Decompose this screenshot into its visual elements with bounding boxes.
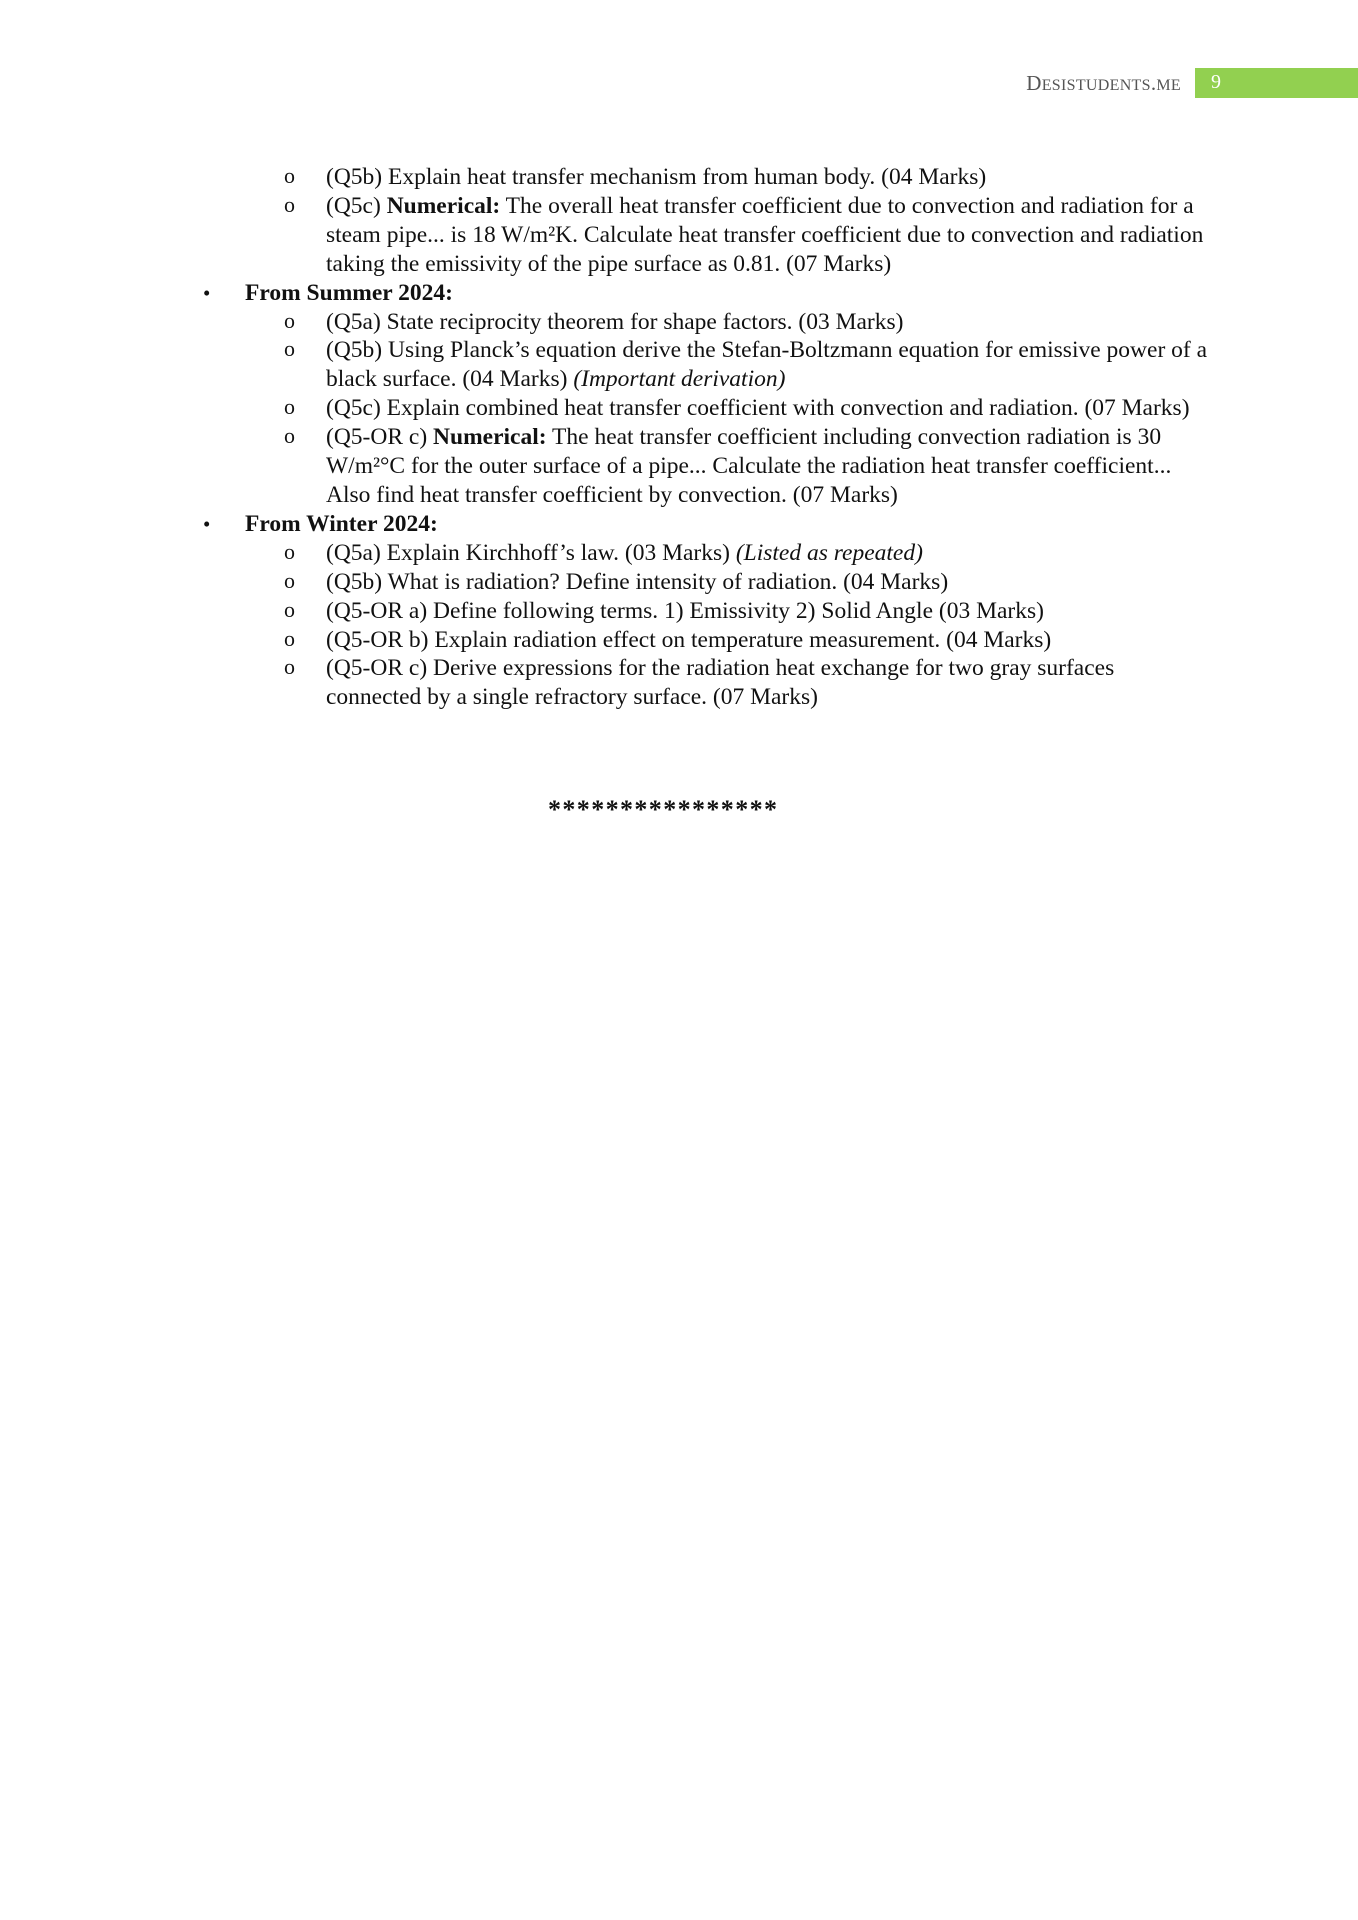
question-text: (Q5c) Explain combined heat transfer coefficient with convection and radiation. (07 Marks) bbox=[326, 395, 1190, 422]
page-number-box bbox=[1195, 68, 1358, 98]
circle-bullet-icon: o bbox=[284, 625, 295, 651]
circle-bullet-icon: o bbox=[284, 336, 295, 362]
question-text: (Q5-OR a) Define following terms. 1) Emissivity 2) Solid Angle (03 Marks) bbox=[326, 597, 1044, 624]
question-item bbox=[0, 308, 1358, 337]
question-item bbox=[0, 423, 1358, 510]
circle-bullet-icon: o bbox=[284, 394, 295, 420]
question-item bbox=[0, 597, 1358, 626]
circle-bullet-icon: o bbox=[284, 423, 295, 449]
circle-bullet-icon: o bbox=[284, 538, 295, 564]
document-body bbox=[0, 163, 1358, 712]
question-item bbox=[0, 192, 1358, 279]
section-winter-2024 bbox=[0, 510, 1358, 539]
section-heading: From Winter 2024: bbox=[245, 510, 438, 537]
circle-bullet-icon: o bbox=[284, 307, 295, 333]
circle-bullet-icon: o bbox=[284, 191, 295, 217]
question-text: (Q5a) Explain Kirchhoff’s law. (03 Marks) bbox=[326, 539, 736, 566]
section-summer-2024 bbox=[0, 279, 1358, 308]
question-text: (Q5-OR c) bbox=[326, 424, 434, 451]
question-text: The overall heat transfer coefficient due to convection and radiation for a steam pipe... is 18 W/m²K. Calculate heat transfer coefficient due to convection and radiation taking the emissivity of the pipe surface as 0.81. (07 Marks) bbox=[326, 192, 1204, 277]
site-name bbox=[1026, 71, 1181, 96]
end-of-section-marker: **************** bbox=[548, 795, 779, 824]
question-group-continued bbox=[0, 163, 1358, 279]
question-text: The heat transfer coefficient including convection radiation is 30 W/m²°C for the outer surface of a pipe... Calculate the radiation heat transfer coefficient... Also find heat transfer coefficient by convection. (07 Marks) bbox=[326, 424, 1172, 508]
question-text: (Q5b) Using Planck’s equation derive the Stefan-Boltzmann equation for emissive power of a black surface. (04 Marks) bbox=[326, 337, 1208, 393]
question-text: (Q5b) What is radiation? Define intensity of radiation. (04 Marks) bbox=[326, 568, 949, 595]
section-heading: From Summer 2024: bbox=[245, 279, 453, 306]
question-note: (Listed as repeated) bbox=[735, 539, 923, 566]
site-name-dot: . bbox=[1150, 70, 1157, 95]
question-item bbox=[0, 654, 1358, 712]
numerical-label: Numerical: bbox=[433, 424, 547, 451]
question-item bbox=[0, 163, 1358, 192]
circle-bullet-icon: o bbox=[284, 596, 295, 622]
page-header bbox=[1026, 68, 1358, 98]
question-text: (Q5c) bbox=[326, 192, 387, 219]
question-group-summer-2024 bbox=[0, 308, 1358, 510]
numerical-label: Numerical: bbox=[386, 192, 501, 219]
disc-bullet-icon: • bbox=[203, 280, 211, 305]
question-text: (Q5-OR b) Explain radiation effect on temperature measurement. (04 Marks) bbox=[326, 626, 1052, 653]
question-text: (Q5b) Explain heat transfer mechanism from human body. (04 Marks) bbox=[326, 164, 987, 190]
question-item bbox=[0, 626, 1358, 655]
circle-bullet-icon: o bbox=[284, 567, 295, 593]
site-name-initial: D bbox=[1026, 70, 1042, 95]
question-item bbox=[0, 394, 1358, 423]
question-group-winter-2024 bbox=[0, 539, 1358, 712]
question-item bbox=[0, 568, 1358, 597]
question-note: (Important derivation) bbox=[573, 366, 786, 393]
question-item bbox=[0, 539, 1358, 568]
circle-bullet-icon: o bbox=[284, 163, 295, 188]
question-text: (Q5-OR c) Derive expressions for the radiation heat exchange for two gray surfaces connected by a single refractory surface. (07 Marks) bbox=[326, 655, 1115, 711]
question-text: (Q5a) State reciprocity theorem for shape factors. (03 Marks) bbox=[326, 308, 904, 335]
question-item bbox=[0, 336, 1358, 394]
site-name-body: ESISTUDENTS bbox=[1041, 76, 1151, 94]
disc-bullet-icon: • bbox=[203, 511, 211, 536]
circle-bullet-icon: o bbox=[284, 654, 295, 680]
page-number: 9 bbox=[1211, 71, 1221, 93]
site-name-suffix: ME bbox=[1156, 76, 1181, 94]
